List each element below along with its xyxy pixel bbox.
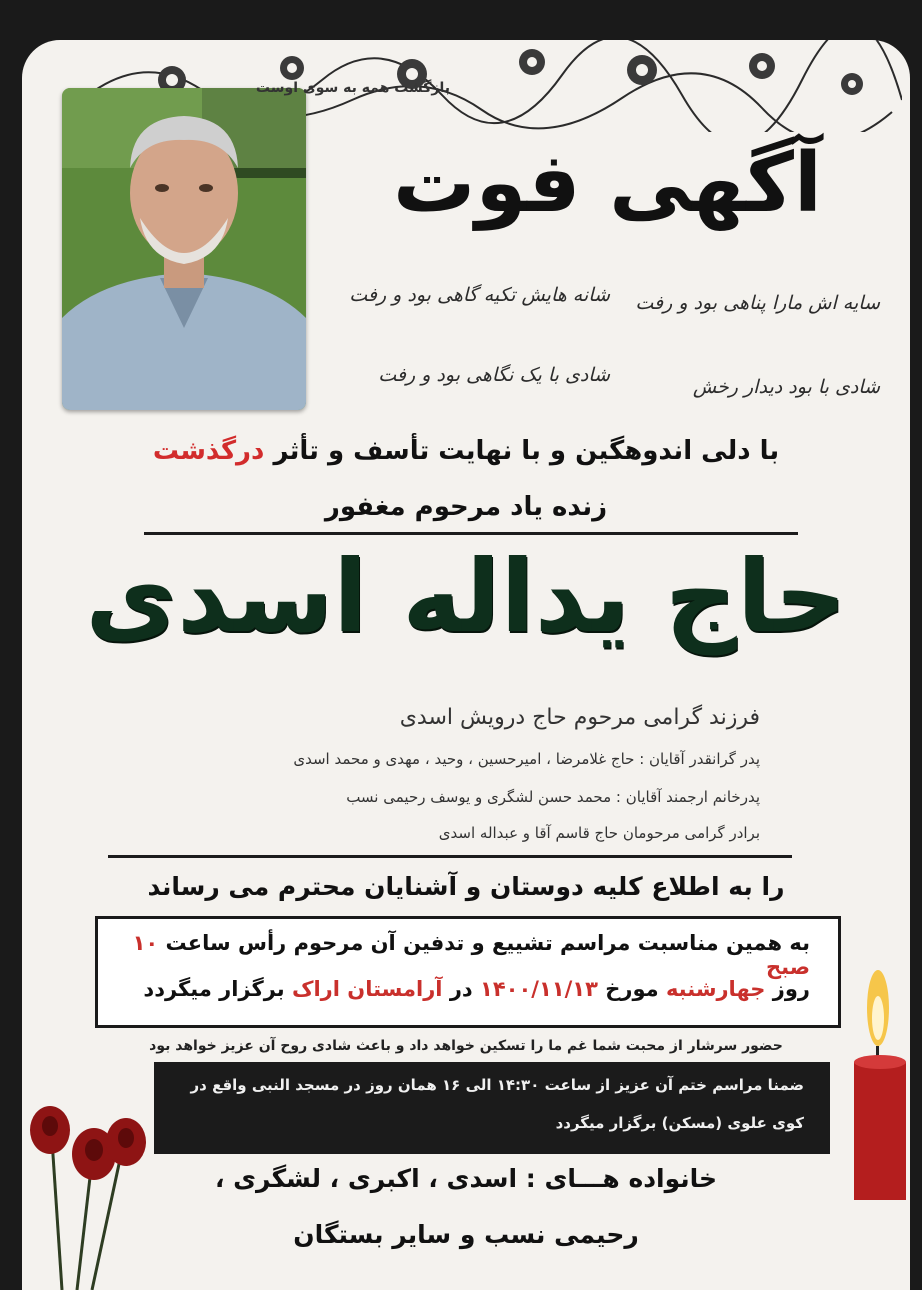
verse-line: شادی با یک نگاهی بود و رفت — [378, 364, 610, 386]
ceremony-date: ۱۴۰۰/۱۱/۱۳ — [480, 977, 598, 1001]
verse-line: سایه اش مارا پناهی بود و رفت — [635, 292, 880, 314]
roses-decoration — [22, 1080, 162, 1290]
ceremony-text: روز — [772, 977, 810, 1001]
page-title: آگهی فوت — [393, 136, 822, 231]
relatives-text: رحیمی نسب و سایر بستگان — [293, 1220, 639, 1249]
ceremony-place: آرامستان اراک — [291, 977, 443, 1001]
announcement-text: را به اطلاع کلیه دوستان و آشنایان محترم می رساند — [147, 872, 785, 901]
verse-line: شادی با بود دیدار رخش — [692, 376, 880, 398]
ceremony-text: در — [449, 977, 473, 1001]
brother-of-text: برادر گرامی مرحومان حاج قاسم آقا و عبداله اسدی — [438, 824, 760, 842]
memorial-text: ضمنا مراسم ختم آن عزیز از ساعت — [544, 1076, 804, 1094]
memorial-row — [191, 1076, 804, 1094]
ceremony-time: ۱۰ صبح — [132, 931, 810, 979]
ceremony-text: رأس ساعت — [165, 931, 287, 955]
intro-highlight: درگذشت — [152, 436, 265, 466]
candle-decoration — [840, 960, 910, 1200]
divider — [144, 532, 798, 535]
memorial-box — [154, 1062, 830, 1154]
ceremony-row — [143, 977, 810, 1001]
ceremony-box — [95, 916, 841, 1028]
memorial-time: ۱۴:۳۰ — [496, 1076, 540, 1094]
ceremony-day: جهارشنبه — [665, 977, 766, 1001]
ceremony-text: مورخ — [605, 977, 659, 1001]
ceremony-row — [98, 931, 810, 979]
intro-text: با دلی اندوهگین و با نهایت تأسف و تأثر — [273, 436, 780, 466]
portrait-photo — [62, 88, 306, 410]
verse-line: شانه هایش تکیه گاهی بود و رفت — [349, 284, 610, 306]
header-caption: بازگشت همه به سوی اوست — [255, 80, 450, 96]
memorial-time: ۱۶ — [442, 1076, 461, 1094]
attendance-note: حضور سرشار از محبت شما غم ما را تسکین خواهد داد و باعث شادی روح آن عزیز خواهد بود — [149, 1038, 783, 1054]
memorial-text: همان روز در مسجد النبی واقع در — [190, 1076, 437, 1094]
obituary-poster — [22, 40, 910, 1290]
memorial-text: الی — [465, 1076, 492, 1094]
divider — [108, 855, 792, 858]
families-text: خانواده هـــای : اسدی ، اکبری ، لشگری ، — [214, 1164, 718, 1193]
father-in-law-text: پدرخانم ارجمند آقایان : محمد حسن لشگری و یوسف رحیمی نسب — [346, 788, 760, 806]
deceased-name: حاج یداله اسدی — [85, 538, 847, 655]
intro-line — [22, 436, 910, 466]
ceremony-text: به همین مناسبت مراسم تشییع و تدفین آن مرحوم — [293, 931, 810, 955]
ceremony-text: برگزار میگردد — [143, 977, 285, 1001]
intro-subline: زنده یاد مرحوم مغفور — [324, 492, 608, 522]
memorial-row: کوی علوی (مسکن) برگزار میگردد — [555, 1114, 804, 1132]
son-of-text: فرزند گرامی مرحوم حاج درویش اسدی — [399, 705, 760, 730]
father-of-text: پدر گرانقدر آقایان : حاج غلامرضا ، امیرحسین ، وحید ، مهدی و محمد اسدی — [293, 750, 760, 768]
